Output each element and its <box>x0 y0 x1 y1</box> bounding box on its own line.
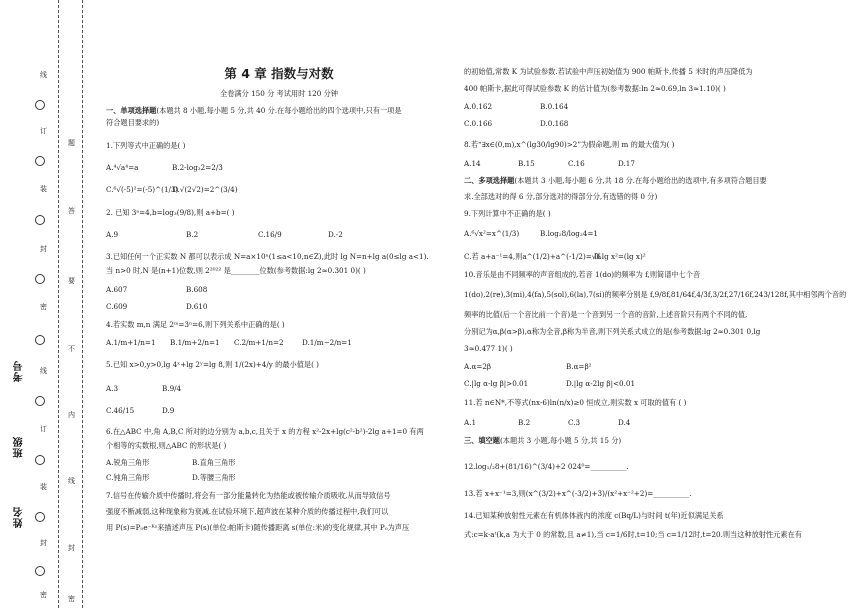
question-2: 2. 已知 3ᵃ=4,b=log₃(9/8),则 a+b=( ) <box>106 208 235 217</box>
seal-char: 装 <box>40 483 47 491</box>
question-11: 11.若 n∈N*,不等式(nx-6)ln(n/x)≥0 恒成立,则实数 x 可取的值有 ( ) <box>464 398 687 407</box>
option-1a: A.⁴√a⁴=a <box>106 163 139 172</box>
question-6-line1: 6.在△ABC 中,角 A,B,C 所对的边分别为 a,b,c,且关于 x 的方程 x²-2x+lg(c²-b²)-2lg a+1=0 有两 <box>106 427 424 436</box>
option-8b: B.15 <box>518 159 535 168</box>
section-desc: 求.全部选对的得 6 分,部分选对的得部分分,有选错的得 0 分) <box>464 192 658 201</box>
question-10-line1: 10.音乐是由不同频率的声音组成的,若音 1(do)的频率为 f,则简谱中七个音 <box>464 270 701 279</box>
option-9c: C.若 a+a⁻¹=4,则a^(1/2)+a^(-1/2)=√6 <box>464 252 601 261</box>
option-3b: B.608 <box>186 285 208 294</box>
option-3a: A.607 <box>106 285 128 294</box>
option-5b: B.9/4 <box>162 384 182 393</box>
option-10c: C.|lg α-lg β|>0.01 <box>464 379 529 388</box>
page-title: 第 4 章 指数与对数 <box>224 66 334 81</box>
option-4c: C.2/m+1/n=2 <box>234 338 284 347</box>
seal-char: 内 <box>68 411 75 419</box>
seal-char: 密 <box>40 591 47 599</box>
option-2d: D.-2 <box>328 230 343 239</box>
option-8a: A.14 <box>464 159 481 168</box>
option-5d: D.9 <box>162 406 175 415</box>
inner-seal-line <box>82 0 83 608</box>
option-11b: B.2 <box>518 418 531 427</box>
section-heading: 三、填空题(本题共 3 小题,每小题 5 分,共 15 分) <box>464 436 622 445</box>
question-12: 12.log₁/₂8+(81/16)^(3/4)+2 024⁰=__________. <box>464 462 629 471</box>
exam-number-label: 考号 <box>14 360 25 382</box>
option-9d: D.lg x²=(lg x)² <box>594 252 646 261</box>
exam-info: 全卷满分 150 分 考试用时 120 分钟 <box>220 89 338 98</box>
section-desc: 符合题目要求的) <box>106 118 160 127</box>
question-10-line4: 分别记为α,β(α>β),α称为全音,β称为半音,则下列关系式成立的是(参考数据:lg 2≈0.301 0,lg <box>464 327 761 336</box>
section-heading: 二、多项选择题(本题共 3 小题,每小题 6 分,共 18 分.在每小题给出的选项中,有多项符合题目要 <box>464 176 767 185</box>
option-2a: A.9 <box>106 230 119 239</box>
class-label: 班级 <box>14 436 25 458</box>
option-8d: D.17 <box>618 159 635 168</box>
seal-char: 封 <box>40 539 47 547</box>
outer-seal-line <box>58 0 59 608</box>
seal-char: 线 <box>40 71 47 79</box>
option-11d: D.4 <box>618 418 631 427</box>
question-10-line3: 频率的比值(后一个音比前一个音)是一个音到另一个音的音阶,上述音阶只有两个不同的值, <box>464 310 748 319</box>
question-5: 5.已知 x>0,y>0,lg 4ˣ+lg 2ʸ=lg 8,则 1/(2x)+4/y 的最小值是( ) <box>106 360 319 369</box>
question-10-line2: 1(do),2(re),3(mi),4(fa),5(sol),6(la),7(si)的频率分别是 f,9/8f,81/64f,4/3f,3/2f,27/16f,243/128f,其中相邻两个音的 <box>464 290 847 299</box>
section-heading: 一、单项选择题(本题共 8 小题,每小题 5 分,共 40 分.在每小题给出的四个选项中,只有一项是 <box>106 106 402 115</box>
option-3d: D.610 <box>186 302 208 311</box>
option-9a: A.⁶√x²=x^(1/3) <box>464 229 520 238</box>
option-6c: C.钝角三角形 <box>106 473 150 482</box>
option-5a: A.3 <box>106 384 119 393</box>
seal-char: 密 <box>68 595 75 603</box>
seal-char: 线 <box>68 477 75 485</box>
seal-char: 不 <box>68 345 75 353</box>
option-1d: D.√(2√2)=2^(3/4) <box>172 185 238 194</box>
seal-char: 要 <box>68 277 75 285</box>
option-5c: C.46/15 <box>106 406 135 415</box>
binding-hole-icon <box>35 396 45 406</box>
option-7d: D.0.168 <box>540 119 569 128</box>
question-14-line1: 14.已知某种放射性元素在有机体体液内的浓度 c(Bq/L)与时间 t(年)近似满足关系 <box>464 511 724 520</box>
question-7-line1: 7.信号在传输介质中传播时,将会有一部分能量转化为热能或被传输介质吸收,从而导致信号 <box>106 491 391 500</box>
binding-margin <box>0 0 82 608</box>
question-13: 13.若 x+x⁻¹=3,则(x^(3/2)+x^(-3/2)+3)/(x²+x⁻²+2)=__________. <box>464 489 692 498</box>
question-8: 8.若“∃x∈(0,m),x^(lg30/lg90)>2”为假命题,则 m 的最大值为( ) <box>464 140 675 149</box>
binding-hole-icon <box>35 274 45 284</box>
binding-hole-icon <box>35 335 45 345</box>
option-2b: B.2 <box>186 230 199 239</box>
question-7-line2: 强度不断减弱,这种现象称为衰减.在试验环境下,超声波在某种介质的传播过程中,我们可以 <box>106 507 389 516</box>
question-9: 9.下列计算中不正确的是( ) <box>464 209 551 218</box>
option-1c: C.⁶√(-5)²=(-5)^(1/3) <box>106 185 179 194</box>
seal-char: 密 <box>40 303 47 311</box>
option-1b: B.2-log₃2=2/3 <box>172 163 223 172</box>
option-2c: C.16/9 <box>258 230 282 239</box>
seal-char: 线 <box>40 367 47 375</box>
option-6d: D.等腰三角形 <box>192 473 236 482</box>
option-4a: A.1/m+1/n=1 <box>106 338 156 347</box>
option-11c: C.3 <box>568 418 581 427</box>
option-10d: D.|lg α-2lg β|<0.01 <box>566 379 636 388</box>
binding-hole-icon <box>35 100 45 110</box>
question-4: 4.若实数 m,n 满足 2ᵐ=3ⁿ=6,则下列关系中正确的是( ) <box>106 320 285 329</box>
name-label: 姓名 <box>14 506 25 528</box>
seal-char: 封 <box>68 544 75 552</box>
option-3c: C.609 <box>106 302 128 311</box>
seal-char: 答 <box>68 207 75 215</box>
option-7c: C.0.166 <box>464 119 493 128</box>
question-1: 1.下列等式中正确的是( ) <box>106 141 186 150</box>
question-6-line2: 个相等的实数根,则△ABC 的形状是( ) <box>106 441 227 450</box>
question-7-line3: 用 P(s)=P₀e⁻ᴷˢ来描述声压 P(s)(单位:帕斯卡)随传播距离 s(单位:米)的变化规律,其中 P₀为声压 <box>106 523 410 532</box>
question-7-line5: 400 帕斯卡,据此可得试验参数 K 的估计值为(参考数据:ln 2≈0.69,ln 3≈1.10)( ) <box>464 84 726 93</box>
option-7b: B.0.164 <box>540 102 569 111</box>
seal-char: 封 <box>40 245 47 253</box>
option-9b: B.log₂8/log₂4=1 <box>540 229 598 238</box>
seal-char: 订 <box>40 127 47 135</box>
option-10a: A.α=2β <box>464 362 492 371</box>
question-3-line2: 当 n>0 时,N 是(n+1)位数,则 2²⁰²² 是________位数(参考数据:lg 2≈0.301 0)( ) <box>106 266 366 275</box>
seal-char: 装 <box>40 185 47 193</box>
seal-char: 题 <box>68 139 75 147</box>
option-10b: B.α=β² <box>566 362 592 371</box>
question-10-line5: 3≈0.477 1)( ) <box>464 344 513 353</box>
question-14-line2: 式:c=k·aᵗ(k,a 为大于 0 的常数,且 a≠1),当 c=1/6时,t=10;当 c=1/12时,t=20.则当这种放射性元素在有 <box>464 530 802 539</box>
option-4b: B.1/m+2/n=1 <box>170 338 220 347</box>
option-11a: A.1 <box>464 418 477 427</box>
binding-hole-icon <box>35 215 45 225</box>
option-7a: A.0.162 <box>464 102 493 111</box>
option-6b: B.直角三角形 <box>192 458 236 467</box>
binding-hole-icon <box>35 156 45 166</box>
seal-char: 订 <box>40 425 47 433</box>
question-7-line4: 的初始值,常数 K 为试验参数.若试验中声压初始值为 900 帕斯卡,传播 5 米时的声压降低为 <box>464 67 753 76</box>
option-6a: A.锐角三角形 <box>106 458 150 467</box>
option-4d: D.1/m−2/n=1 <box>302 338 352 347</box>
option-8c: C.16 <box>568 159 585 168</box>
question-3-line1: 3.已知任何一个正实数 N 都可以表示成 N=a×10ⁿ(1≤a<10,n∈Z),此时 lg N=n+lg a(0≤lg a<1). <box>106 252 429 261</box>
binding-hole-icon <box>35 566 45 576</box>
binding-hole-icon <box>35 512 45 522</box>
binding-hole-icon <box>35 455 45 465</box>
